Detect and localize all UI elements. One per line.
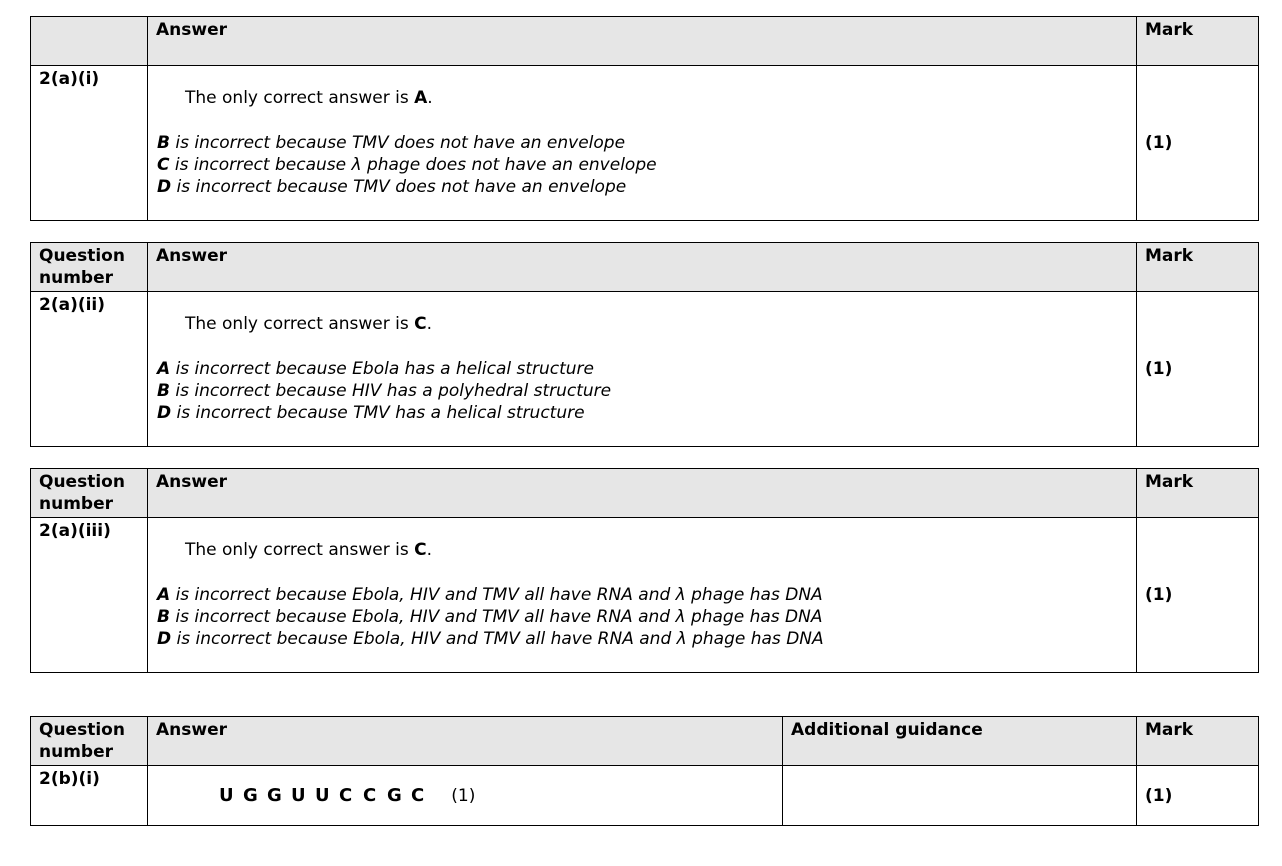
question-number: 2(a)(ii) <box>39 295 106 315</box>
incorrect-reasons <box>157 358 611 424</box>
correct-answer-line: The only correct answer is A. <box>185 88 433 108</box>
mark-header: Mark <box>1145 472 1194 492</box>
reason-line: B is incorrect because TMV does not have an envelope <box>157 133 626 153</box>
header-row <box>31 717 1259 766</box>
reason-line: D is incorrect because TMV does not have an envelope <box>157 177 627 197</box>
question-number-header: Question number <box>39 720 125 762</box>
reason-line: C is incorrect because λ phage does not have an envelope <box>157 155 657 175</box>
question-number-header: Question number <box>39 472 125 514</box>
inline-mark: (1) <box>451 786 476 806</box>
mark-value: (1) <box>1145 785 1173 806</box>
question-number: 2(a)(iii) <box>39 521 111 541</box>
reason-line: D is incorrect because Ebola, HIV and TMV all have RNA and λ phage has DNA <box>157 629 824 649</box>
mark-header: Mark <box>1145 720 1194 740</box>
reason-line: B is incorrect because HIV has a polyhedral structure <box>157 381 612 401</box>
answer-row <box>31 766 1259 826</box>
correct-answer-letter: C <box>414 314 427 334</box>
table-2a-ii <box>30 242 1259 447</box>
question-number: 2(b)(i) <box>39 769 100 789</box>
table-2a-i <box>30 16 1259 221</box>
correct-answer-letter: C <box>414 540 427 560</box>
mark-value: (1) <box>1145 359 1173 379</box>
reason-line: B is incorrect because Ebola, HIV and TMV all have RNA and λ phage has DNA <box>157 607 823 627</box>
header-row <box>31 469 1259 518</box>
mrna-sequence-answer <box>148 785 782 806</box>
question-number-header: Question number <box>39 246 125 288</box>
correct-answer-line: The only correct answer is C. <box>185 540 432 560</box>
answer-row <box>31 66 1259 221</box>
correct-answer-letter: A <box>414 88 428 108</box>
question-number: 2(a)(i) <box>39 69 100 89</box>
mark-header: Mark <box>1145 246 1194 266</box>
answer-row <box>31 518 1259 673</box>
correct-answer-line: The only correct answer is C. <box>185 314 432 334</box>
question-number-header-empty <box>31 17 148 66</box>
table-2a-iii <box>30 468 1259 673</box>
table-2b-i <box>30 716 1259 826</box>
additional-guidance-header: Additional guidance <box>791 720 983 740</box>
answer-header: Answer <box>156 20 227 40</box>
incorrect-reasons <box>157 132 657 198</box>
mark-value: (1) <box>1145 585 1173 605</box>
answer-header: Answer <box>156 246 227 266</box>
answer-row <box>31 292 1259 447</box>
answer-header: Answer <box>156 720 227 740</box>
incorrect-reasons <box>157 584 824 650</box>
header-row <box>31 17 1259 66</box>
mark-header: Mark <box>1145 20 1194 40</box>
mark-value: (1) <box>1145 133 1173 153</box>
mrna-sequence: U G G U U C C G C <box>219 785 425 806</box>
answer-header: Answer <box>156 472 227 492</box>
reason-line: A is incorrect because Ebola, HIV and TMV all have RNA and λ phage has DNA <box>157 585 823 605</box>
reason-line: A is incorrect because Ebola has a helical structure <box>157 359 595 379</box>
header-row <box>31 243 1259 292</box>
reason-line: D is incorrect because TMV has a helical structure <box>157 403 585 423</box>
